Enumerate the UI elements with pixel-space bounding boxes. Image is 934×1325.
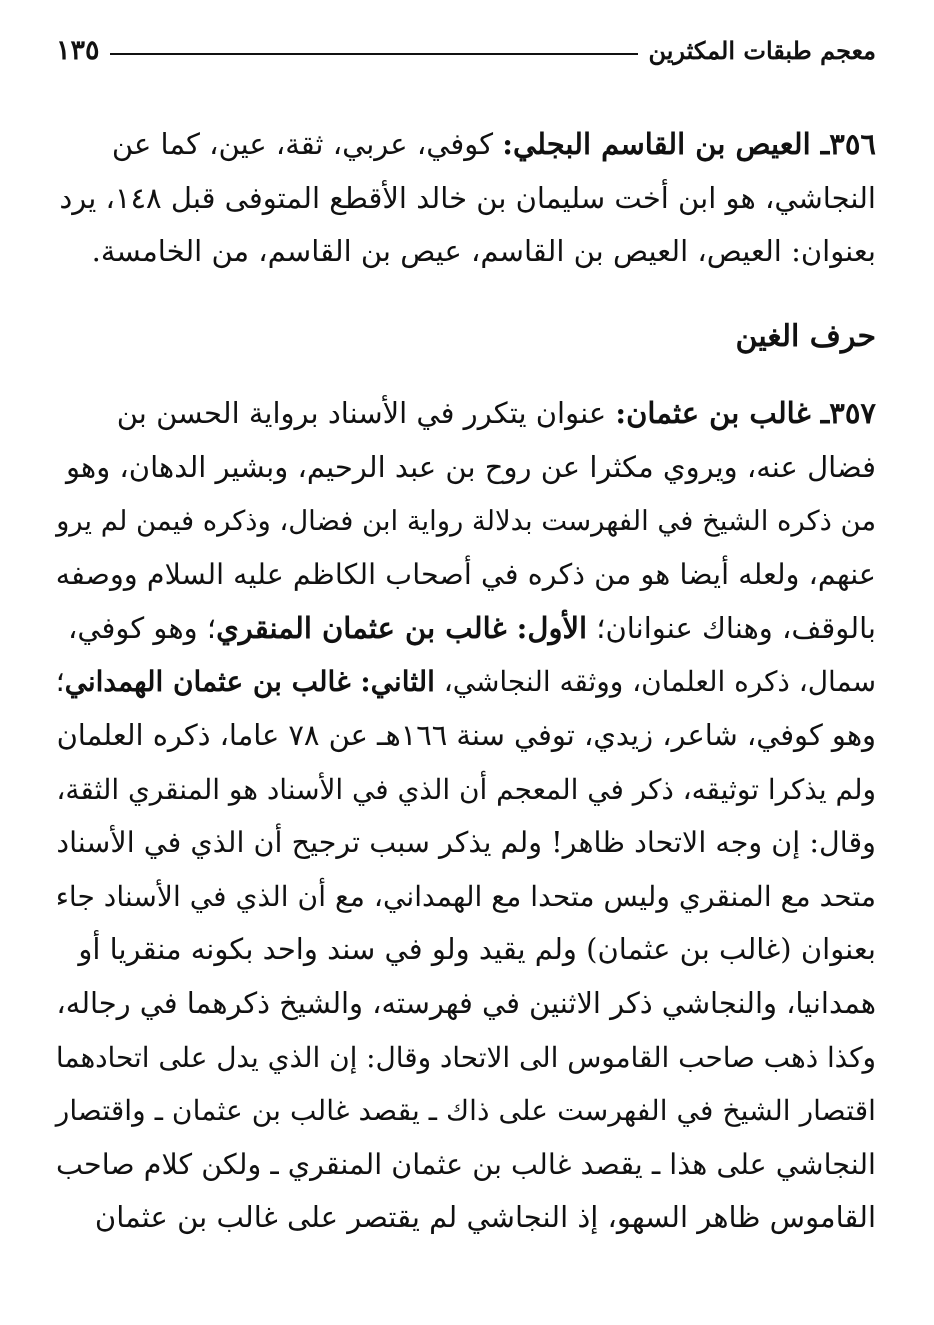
text-span: سمال، ذكره العلمان، ووثقه النجاشي،: [434, 665, 876, 699]
text-line: ولم يذكرا توثيقه، ذكر في المعجم أن الذي في الأسناد هو المنقري الثقة،: [56, 772, 876, 806]
section-heading: حرف الغين: [735, 318, 876, 354]
text-line: وهو كوفي، شاعر، زيدي، توفي سنة ١٦٦هـ عن ٧٨ عاما، ذكره العلمان: [56, 717, 876, 752]
text-span: بالوقف، وهناك عنوانان؛: [587, 610, 876, 645]
text-line: متحد مع المنقري وليس متحدا مع الهمداني، مع أن الذي في الأسناد جاء: [55, 879, 876, 913]
text-line: بعنوان (غالب بن عثمان) ولم يقيد ولو في سند واحد بكونه منقريا أو: [78, 932, 876, 967]
header-rule: [110, 53, 639, 55]
bold-name: الأول: غالب بن عثمان المنقري: [216, 610, 588, 645]
entry-357: [56, 387, 876, 1245]
text-span: كوفي، عربي، ثقة، عين، كما عن: [111, 127, 503, 161]
text-line: [56, 118, 876, 172]
text-line: همدانيا، والنجاشي ذكر الاثنين في فهرسته، والشيخ ذكرهما في رجاله،: [56, 985, 876, 1020]
text-line: النجاشي، هو ابن أخت سليمان بن خالد الأقطع المتوفى قبل ١٤٨، يرد: [59, 180, 876, 215]
text-line: القاموس ظاهر السهو، إذ النجاشي لم يقتصر على غالب بن عثمان: [94, 1200, 876, 1235]
text-line: عنهم، ولعله أيضا هو من ذكره في أصحاب الكاظم عليه السلام ووصفه: [55, 557, 876, 592]
text-span: ؛: [55, 665, 65, 699]
text-line: [56, 655, 876, 709]
text-line: فضال عنه، ويروي مكثرا عن روح بن عبد الرحيم، وبشير الدهان، وهو: [65, 449, 876, 484]
text-line: [56, 602, 876, 656]
text-line: بعنوان: العيص، العيص بن القاسم، عيص بن القاسم، من الخامسة.: [91, 234, 876, 269]
page-number: ١٣٥: [56, 34, 100, 66]
entry-356: [56, 118, 876, 279]
bold-name: الثاني: غالب بن عثمان الهمداني: [64, 665, 435, 699]
text-line: النجاشي على هذا ـ يقصد غالب بن عثمان المنقري ـ ولكن كلام صاحب: [56, 1146, 876, 1181]
entry-heading: ٣٥٦ـ العيص بن القاسم البجلي:: [502, 127, 876, 161]
text-line: من ذكره الشيخ في الفهرست بدلالة رواية ابن فضال، وذكره فيمن لم يرو: [56, 505, 876, 537]
text-line: اقتصار الشيخ في الفهرست على ذاك ـ يقصد غالب بن عثمان ـ واقتصار: [55, 1094, 876, 1128]
text-line: [56, 387, 876, 441]
entry-heading: ٣٥٧ـ غالب بن عثمان:: [615, 396, 876, 431]
running-header: [56, 30, 876, 70]
text-line: وكذا ذهب صاحب القاموس الى الاتحاد وقال: إن الذي يدل على اتحادهما: [55, 1040, 876, 1074]
text-line: وقال: إن وجه الاتحاد ظاهر! ولم يذكر سبب ترجيح أن الذي في الأسناد: [56, 825, 876, 860]
text-span: ؛ وهو كوفي،: [67, 610, 217, 645]
page-body: [56, 118, 876, 1245]
book-title: معجم طبقات المكثرين: [648, 35, 876, 65]
text-span: عنوان يتكرر في الأسناد برواية الحسن بن: [116, 396, 616, 431]
